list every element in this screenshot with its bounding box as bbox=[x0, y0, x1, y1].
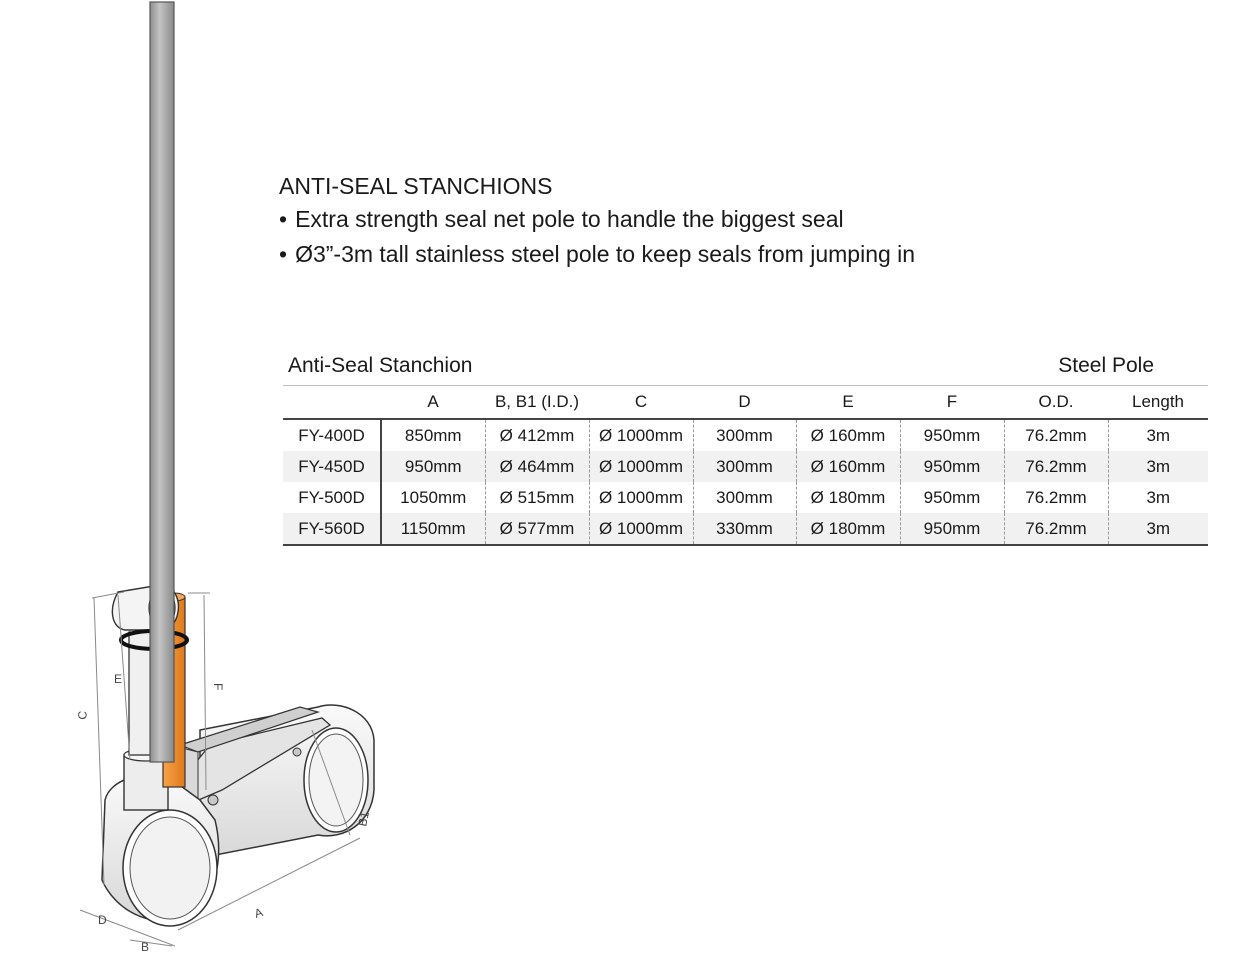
cell-length: 3m bbox=[1108, 513, 1208, 545]
cell-c: Ø 1000mm bbox=[589, 482, 693, 513]
dim-label-f: F bbox=[211, 683, 225, 691]
cell-length: 3m bbox=[1108, 482, 1208, 513]
steel-pole bbox=[150, 2, 174, 762]
cell-length: 3m bbox=[1108, 451, 1208, 482]
cell-a: 1150mm bbox=[381, 513, 485, 545]
cell-od: 76.2mm bbox=[1004, 482, 1108, 513]
column-header-b: B, B1 (I.D.) bbox=[485, 386, 589, 419]
cell-a: 1050mm bbox=[400, 487, 467, 507]
cell-f: 950mm bbox=[900, 419, 1004, 451]
cell-c: Ø 1000mm bbox=[589, 513, 693, 545]
table-row bbox=[283, 419, 1208, 451]
cell-model: FY-560D bbox=[283, 513, 381, 545]
column-header-d: D bbox=[693, 386, 796, 419]
dim-label-d: D bbox=[98, 913, 107, 927]
bullet-icon: • bbox=[279, 206, 288, 232]
cell-model: FY-400D bbox=[283, 419, 381, 451]
spec-table-block bbox=[283, 350, 1208, 546]
cell-d: 330mm bbox=[693, 513, 796, 545]
cell-f: 950mm bbox=[900, 451, 1004, 482]
cell-b: Ø 412mm bbox=[485, 419, 589, 451]
dim-label-c: C bbox=[75, 710, 90, 721]
feature-list bbox=[279, 202, 1179, 272]
cell-e: Ø 180mm bbox=[796, 513, 900, 545]
dim-label-a: A bbox=[252, 905, 265, 921]
cell-b: Ø 464mm bbox=[485, 451, 589, 482]
cell-c: Ø 1000mm bbox=[589, 419, 693, 451]
cell-od: 76.2mm bbox=[1004, 451, 1108, 482]
cell-e: Ø 180mm bbox=[796, 482, 900, 513]
product-title: ANTI-SEAL STANCHIONS bbox=[279, 173, 553, 199]
cell-length: 3m bbox=[1108, 419, 1208, 451]
cell-c: Ø 1000mm bbox=[589, 451, 693, 482]
cell-a: 850mm bbox=[404, 425, 462, 445]
feature-item bbox=[279, 202, 1179, 237]
dim-label-e: E bbox=[114, 672, 123, 686]
column-header-od: O.D. bbox=[1004, 386, 1108, 419]
cell-model: FY-450D bbox=[283, 451, 381, 482]
spec-table bbox=[283, 386, 1208, 546]
cell-e: Ø 160mm bbox=[796, 451, 900, 482]
cell-d: 300mm bbox=[693, 419, 796, 451]
feature-item bbox=[279, 237, 1179, 272]
column-header-model bbox=[283, 386, 381, 419]
cell-model: FY-500D bbox=[283, 482, 381, 513]
table-headings bbox=[283, 350, 1208, 386]
cell-e: Ø 160mm bbox=[796, 419, 900, 451]
table-row bbox=[283, 451, 1208, 482]
cell-f: 950mm bbox=[900, 513, 1004, 545]
cell-a: 950mm bbox=[381, 451, 485, 482]
cell-b: Ø 577mm bbox=[485, 513, 589, 545]
steel-pole-heading: Steel Pole bbox=[1058, 354, 1154, 377]
column-header-e: E bbox=[796, 386, 900, 419]
table-row bbox=[283, 482, 1208, 513]
table-row bbox=[283, 513, 1208, 545]
cell-b: Ø 515mm bbox=[485, 482, 589, 513]
bullet-icon: • bbox=[279, 241, 288, 267]
cell-d: 300mm bbox=[693, 451, 796, 482]
column-header-length: Length bbox=[1108, 386, 1208, 419]
table-title: Anti-Seal Stanchion bbox=[288, 354, 473, 377]
column-header-a: A bbox=[381, 386, 485, 419]
feature-text: Extra strength seal net pole to handle the biggest seal bbox=[295, 206, 844, 232]
product-intro bbox=[279, 170, 1179, 272]
feature-text: Ø3”-3m tall stainless steel pole to keep seals from jumping in bbox=[295, 241, 916, 267]
cell-f: 950mm bbox=[900, 482, 1004, 513]
column-header-f: F bbox=[900, 386, 1004, 419]
dim-label-b: B bbox=[141, 940, 150, 954]
column-header-c: C bbox=[589, 386, 693, 419]
cell-od: 76.2mm bbox=[1004, 513, 1108, 545]
cell-od: 76.2mm bbox=[1004, 419, 1108, 451]
table-header-row bbox=[283, 386, 1208, 419]
dim-label-b1: B1 bbox=[355, 810, 372, 828]
cell-d: 300mm bbox=[693, 482, 796, 513]
